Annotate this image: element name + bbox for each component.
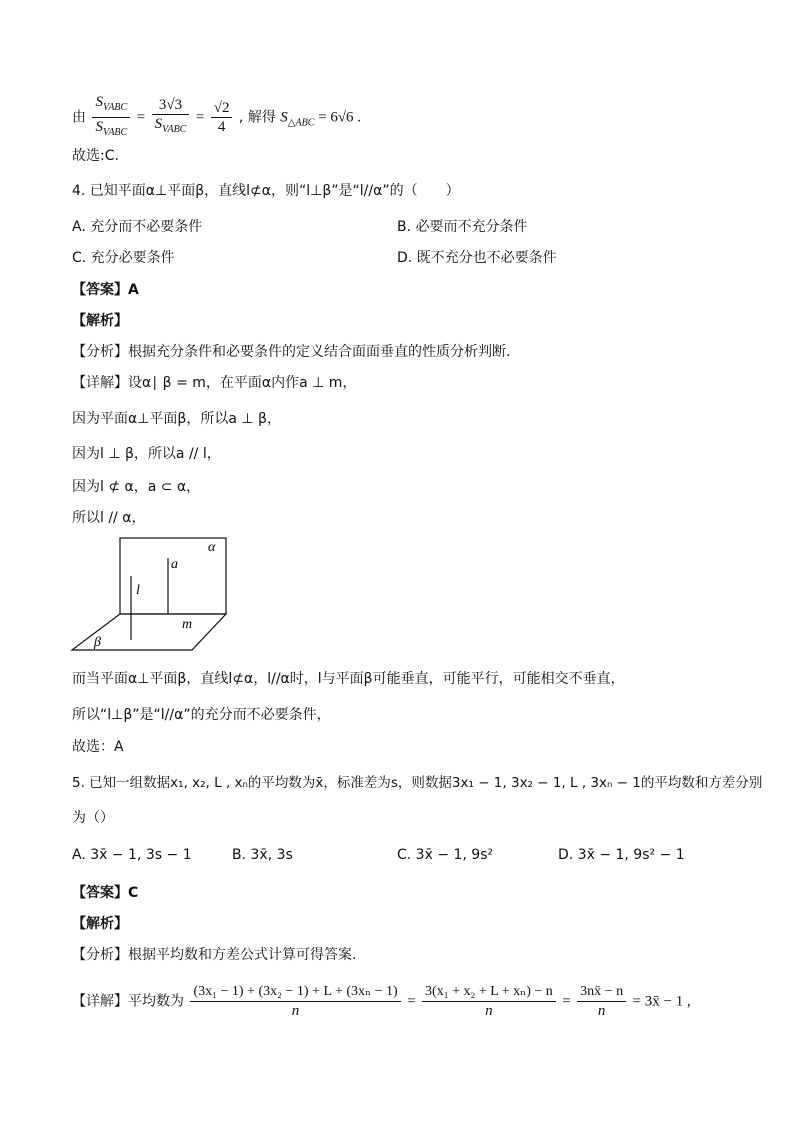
q4-detail-5: 所以l // α，: [72, 510, 146, 526]
f2-numerator: 3√3: [152, 96, 190, 115]
label-l: l: [136, 583, 140, 598]
q5-fenxi: 【分析】根据平均数和方差公式计算可得答案.: [72, 947, 357, 963]
f1-numerator: S: [95, 94, 103, 110]
q5-detail-tail: = 3x̄ − 1 ,: [632, 993, 691, 1010]
fraction-3: [211, 99, 233, 136]
q5-f3-numerator: 3nx̄ − n: [577, 983, 626, 1002]
q5-fraction-1: [190, 983, 400, 1020]
q5-option-c: C. 3x̄ − 1, 9s²: [397, 847, 494, 863]
q4-option-d: D. 既不充分也不必要条件: [397, 250, 557, 266]
q5-f3-denominator: n: [597, 1003, 606, 1019]
q4-detail-4: 因为l ⊄ α，a ⊂ α，: [72, 479, 201, 495]
f3-numerator: √2: [211, 99, 233, 118]
q4-stem: 4. 已知平面α⊥平面β，直线l⊄α，则“l⊥β”是“l//α”的（ ）: [72, 183, 460, 199]
q5-answer: 【答案】C: [72, 885, 139, 901]
q5-stem-2: 为（）: [72, 810, 114, 826]
f3-denominator: 4: [217, 119, 226, 135]
q4-detail-6: 而当平面α⊥平面β，直线l⊄α，l//α时，l与平面β可能垂直，可能平行，可能相交不垂直，: [72, 671, 625, 687]
fraction-2: [152, 96, 190, 139]
q4-detail-3: 因为l ⊥ β，所以a // l，: [72, 446, 221, 462]
equals-1: =: [136, 109, 146, 126]
q5-option-b: B. 3x̄, 3s: [232, 847, 293, 863]
f1-denominator: S: [95, 119, 103, 135]
ratio-formula-line: [72, 93, 361, 142]
q5-option-d: D. 3x̄ − 1, 9s² − 1: [558, 847, 685, 863]
planes-figure: [68, 532, 238, 652]
q4-analysis-label: 【解析】: [72, 313, 128, 329]
q5-f1-numerator: (3x₁ − 1) + (3x₂ − 1) + L + (3xₙ − 1): [190, 983, 400, 1002]
f2-denominator: S: [154, 116, 163, 132]
label-m: m: [182, 617, 193, 632]
solve-text: , 解得: [238, 109, 276, 126]
q4-option-c: C. 充分必要条件: [72, 250, 175, 266]
f1-numerator-sub: VABC: [102, 102, 128, 113]
q5-stem-1: 5. 已知一组数据x₁, x₂, L , xₙ的平均数为x̄，标准差为s，则数据3x₁ − 1, 3x₂ − 1, L , 3xₙ − 1的平均数和方差分别: [72, 775, 763, 791]
fraction-1: [92, 93, 130, 142]
q5-equals-1: =: [407, 993, 416, 1010]
result-s: S: [280, 109, 288, 126]
q5-f2-numerator: 3(x₁ + x₂ + L + xₙ) − n: [422, 983, 556, 1002]
q4-detail-2: 因为平面α⊥平面β，所以a ⊥ β，: [72, 411, 281, 427]
label-alpha: α: [208, 540, 216, 555]
q5-fraction-2: [422, 983, 556, 1020]
label-beta: β: [94, 635, 101, 650]
result-sub: △ABC: [287, 117, 315, 129]
q5-f1-denominator: n: [291, 1003, 300, 1019]
choose-c-line: 故选:C.: [72, 148, 119, 164]
q5-analysis-label: 【解析】: [72, 916, 128, 932]
f1-denominator-sub: VABC: [102, 127, 128, 138]
prefix-text: 由: [72, 109, 86, 126]
q4-option-b: B. 必要而不充分条件: [397, 219, 528, 235]
q5-detail-label: 【详解】平均数为: [72, 993, 184, 1010]
q5-fraction-3: [577, 983, 626, 1020]
result-value: = 6√6 .: [314, 109, 362, 126]
label-a: a: [171, 557, 178, 572]
q4-detail-1: 【详解】设α∣ β = m，在平面α内作a ⊥ m，: [72, 375, 357, 391]
q4-answer: 【答案】A: [72, 282, 139, 298]
q4-fenxi: 【分析】根据充分条件和必要条件的定义结合面面垂直的性质分析判断.: [72, 344, 511, 360]
f2-denominator-sub: VABC: [162, 124, 187, 135]
q4-detail-7: 所以“l⊥β”是“l//α”的充分而不必要条件，: [72, 707, 331, 723]
q4-option-a: A. 充分而不必要条件: [72, 219, 203, 235]
q5-detail-line: [72, 983, 691, 1020]
q4-choose: 故选：A: [72, 739, 124, 755]
q5-equals-2: =: [562, 993, 571, 1010]
equals-2: =: [195, 109, 205, 126]
q5-option-a: A. 3x̄ − 1, 3s − 1: [72, 847, 192, 863]
q5-f2-denominator: n: [485, 1003, 493, 1019]
